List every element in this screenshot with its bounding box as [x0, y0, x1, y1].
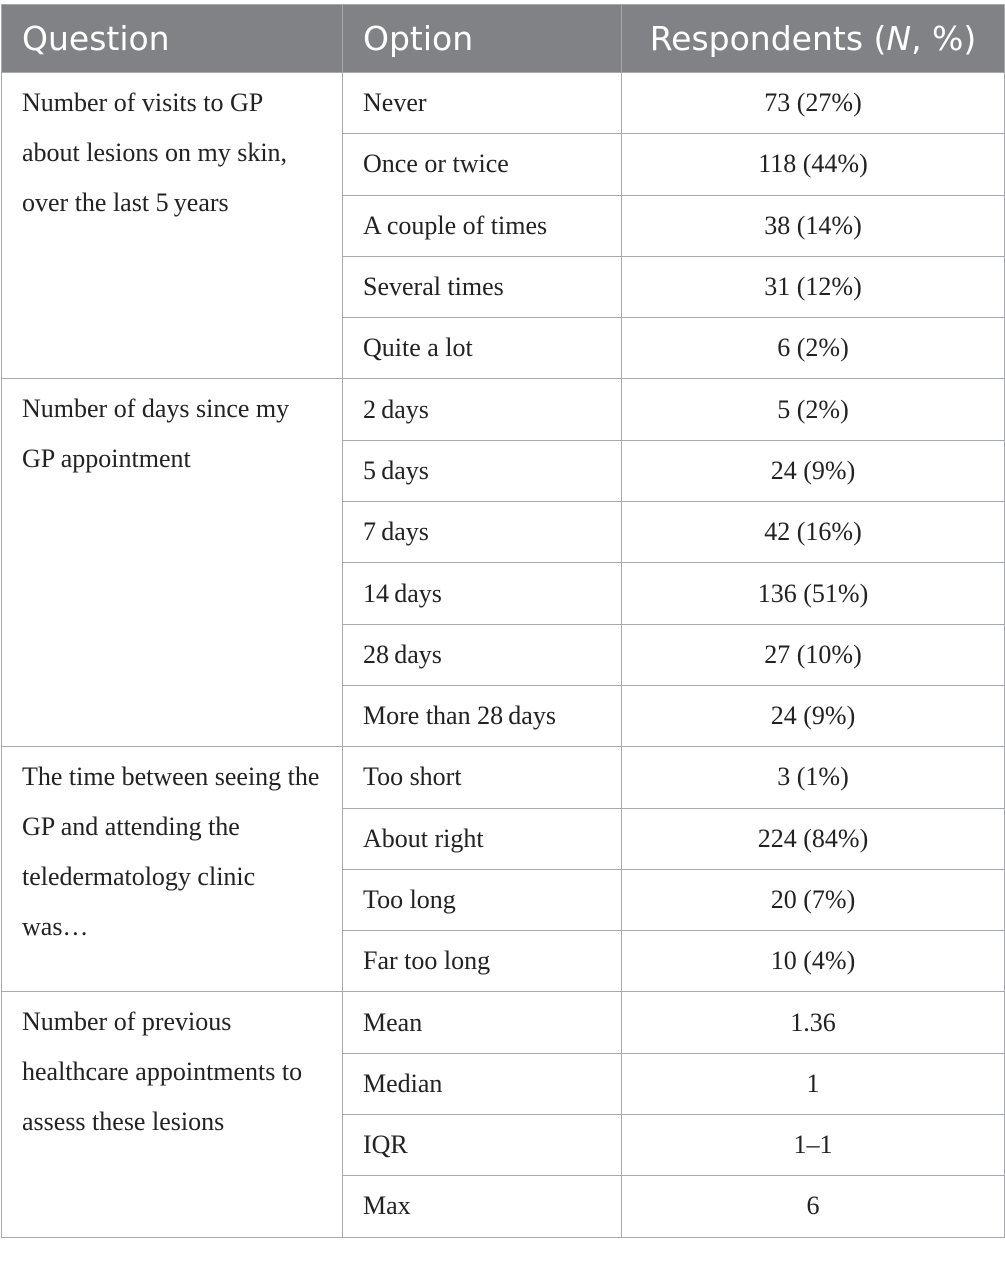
respondents-cell: 5 (2%) [622, 379, 1005, 440]
option-cell: 5 days [343, 440, 622, 501]
option-cell: A couple of times [343, 195, 622, 256]
respondents-cell: 1 [622, 1053, 1005, 1114]
table-row [2, 992, 1005, 1053]
survey-results-table [1, 4, 1005, 1238]
header-question: Question [2, 5, 343, 73]
table-row [2, 379, 1005, 440]
question-cell: Number of days since my GP appointment [2, 379, 343, 747]
respondents-cell: 24 (9%) [622, 685, 1005, 746]
respondents-cell: 118 (44%) [622, 134, 1005, 195]
respondents-cell: 31 (12%) [622, 256, 1005, 317]
question-cell: Number of previous healthcare appointments to assess these lesions [2, 992, 343, 1237]
option-cell: 7 days [343, 502, 622, 563]
respondents-cell: 42 (16%) [622, 502, 1005, 563]
respondents-cell: 10 (4%) [622, 931, 1005, 992]
option-cell: Median [343, 1053, 622, 1114]
option-cell: Once or twice [343, 134, 622, 195]
table-row [2, 73, 1005, 134]
option-cell: IQR [343, 1115, 622, 1176]
option-cell: More than 28 days [343, 685, 622, 746]
respondents-cell: 136 (51%) [622, 563, 1005, 624]
respondents-cell: 6 [622, 1176, 1005, 1237]
header-respondents [622, 5, 1005, 73]
respondents-cell: 1–1 [622, 1115, 1005, 1176]
header-respondents-n: N [886, 19, 912, 58]
option-cell: Far too long [343, 931, 622, 992]
header-row [2, 5, 1005, 73]
respondents-cell: 1.36 [622, 992, 1005, 1053]
table-header [2, 5, 1005, 73]
respondents-cell: 224 (84%) [622, 808, 1005, 869]
option-cell: Quite a lot [343, 318, 622, 379]
option-cell: Mean [343, 992, 622, 1053]
option-cell: About right [343, 808, 622, 869]
option-cell: 2 days [343, 379, 622, 440]
option-cell: Never [343, 73, 622, 134]
option-cell: Too long [343, 869, 622, 930]
respondents-cell: 6 (2%) [622, 318, 1005, 379]
respondents-cell: 73 (27%) [622, 73, 1005, 134]
option-cell: Too short [343, 747, 622, 808]
option-cell: Max [343, 1176, 622, 1237]
respondents-cell: 38 (14%) [622, 195, 1005, 256]
header-respondents-suffix: , %) [911, 19, 977, 58]
header-respondents-prefix: Respondents ( [649, 19, 887, 58]
respondents-cell: 3 (1%) [622, 747, 1005, 808]
option-cell: Several times [343, 256, 622, 317]
header-option: Option [343, 5, 622, 73]
question-cell: The time between seeing the GP and attending the teledermatology clinic was… [2, 747, 343, 992]
question-cell: Number of visits to GP about lesions on my skin, over the last 5 years [2, 73, 343, 379]
respondents-cell: 27 (10%) [622, 624, 1005, 685]
option-cell: 14 days [343, 563, 622, 624]
option-cell: 28 days [343, 624, 622, 685]
table-body [2, 73, 1005, 1238]
respondents-cell: 20 (7%) [622, 869, 1005, 930]
table-row [2, 747, 1005, 808]
respondents-cell: 24 (9%) [622, 440, 1005, 501]
